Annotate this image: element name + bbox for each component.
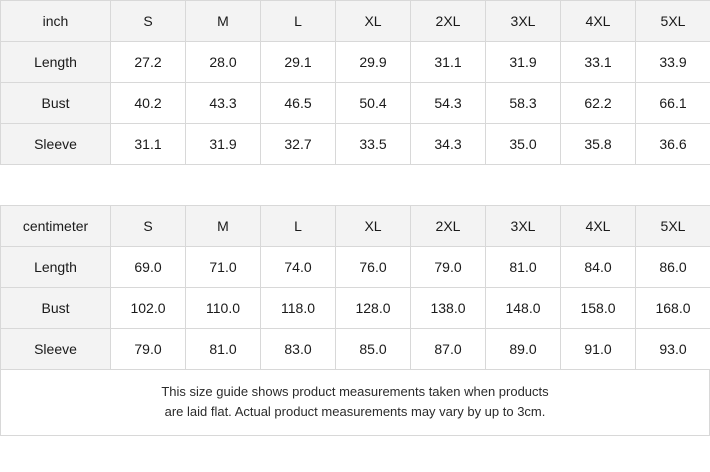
size-header-l: L bbox=[261, 206, 336, 247]
size-header-xl: XL bbox=[336, 206, 411, 247]
cell-inch-sleeve-s: 31.1 bbox=[111, 124, 186, 165]
size-header-3xl: 3XL bbox=[486, 206, 561, 247]
row-label-bust: Bust bbox=[1, 83, 111, 124]
cell-cm-sleeve-xl: 85.0 bbox=[336, 329, 411, 370]
unit-label-centimeter: centimeter bbox=[1, 206, 111, 247]
cell-cm-length-l: 74.0 bbox=[261, 247, 336, 288]
size-header-2xl: 2XL bbox=[411, 1, 486, 42]
table-row bbox=[1, 247, 710, 288]
size-header-s: S bbox=[111, 1, 186, 42]
cell-inch-bust-4xl: 62.2 bbox=[561, 83, 636, 124]
size-header-4xl: 4XL bbox=[561, 206, 636, 247]
cell-inch-length-3xl: 31.9 bbox=[486, 42, 561, 83]
cell-cm-bust-xl: 128.0 bbox=[336, 288, 411, 329]
size-guide-note bbox=[0, 370, 710, 436]
table-row bbox=[1, 83, 710, 124]
size-header-l: L bbox=[261, 1, 336, 42]
cell-cm-length-3xl: 81.0 bbox=[486, 247, 561, 288]
cell-inch-sleeve-2xl: 34.3 bbox=[411, 124, 486, 165]
cell-cm-sleeve-4xl: 91.0 bbox=[561, 329, 636, 370]
size-header-m: M bbox=[186, 206, 261, 247]
cell-inch-sleeve-m: 31.9 bbox=[186, 124, 261, 165]
cell-cm-length-s: 69.0 bbox=[111, 247, 186, 288]
cell-inch-sleeve-xl: 33.5 bbox=[336, 124, 411, 165]
cell-cm-bust-3xl: 148.0 bbox=[486, 288, 561, 329]
row-label-sleeve: Sleeve bbox=[1, 329, 111, 370]
cell-inch-length-4xl: 33.1 bbox=[561, 42, 636, 83]
cell-cm-length-2xl: 79.0 bbox=[411, 247, 486, 288]
size-header-4xl: 4XL bbox=[561, 1, 636, 42]
cell-cm-sleeve-l: 83.0 bbox=[261, 329, 336, 370]
cell-cm-sleeve-3xl: 89.0 bbox=[486, 329, 561, 370]
cell-cm-bust-2xl: 138.0 bbox=[411, 288, 486, 329]
cell-cm-sleeve-2xl: 87.0 bbox=[411, 329, 486, 370]
row-label-length: Length bbox=[1, 42, 111, 83]
cell-inch-sleeve-5xl: 36.6 bbox=[636, 124, 710, 165]
inch-size-table bbox=[0, 0, 710, 165]
cell-inch-bust-xl: 50.4 bbox=[336, 83, 411, 124]
cell-cm-bust-m: 110.0 bbox=[186, 288, 261, 329]
cell-cm-bust-4xl: 158.0 bbox=[561, 288, 636, 329]
size-header-xl: XL bbox=[336, 1, 411, 42]
cell-inch-length-xl: 29.9 bbox=[336, 42, 411, 83]
note-line-1: This size guide shows product measurements taken when products bbox=[161, 384, 549, 399]
cell-cm-bust-5xl: 168.0 bbox=[636, 288, 710, 329]
table-row bbox=[1, 42, 710, 83]
cell-inch-length-5xl: 33.9 bbox=[636, 42, 710, 83]
size-header-s: S bbox=[111, 206, 186, 247]
row-label-length: Length bbox=[1, 247, 111, 288]
size-header-m: M bbox=[186, 1, 261, 42]
cell-inch-bust-s: 40.2 bbox=[111, 83, 186, 124]
table-row bbox=[1, 288, 710, 329]
cell-inch-bust-l: 46.5 bbox=[261, 83, 336, 124]
cell-inch-length-m: 28.0 bbox=[186, 42, 261, 83]
unit-label-inch: inch bbox=[1, 1, 111, 42]
size-header-2xl: 2XL bbox=[411, 206, 486, 247]
table-header-row bbox=[1, 1, 710, 42]
cell-cm-sleeve-m: 81.0 bbox=[186, 329, 261, 370]
row-label-sleeve: Sleeve bbox=[1, 124, 111, 165]
cell-cm-sleeve-s: 79.0 bbox=[111, 329, 186, 370]
table-spacer bbox=[0, 165, 710, 205]
centimeter-size-table bbox=[0, 205, 710, 370]
cell-inch-bust-3xl: 58.3 bbox=[486, 83, 561, 124]
size-header-3xl: 3XL bbox=[486, 1, 561, 42]
table-header-row bbox=[1, 206, 710, 247]
cell-inch-length-2xl: 31.1 bbox=[411, 42, 486, 83]
cell-inch-bust-m: 43.3 bbox=[186, 83, 261, 124]
cell-inch-length-l: 29.1 bbox=[261, 42, 336, 83]
cell-inch-length-s: 27.2 bbox=[111, 42, 186, 83]
cell-inch-sleeve-3xl: 35.0 bbox=[486, 124, 561, 165]
row-label-bust: Bust bbox=[1, 288, 111, 329]
size-header-5xl: 5XL bbox=[636, 206, 710, 247]
cell-cm-length-4xl: 84.0 bbox=[561, 247, 636, 288]
table-row bbox=[1, 329, 710, 370]
cell-cm-bust-l: 118.0 bbox=[261, 288, 336, 329]
cell-cm-sleeve-5xl: 93.0 bbox=[636, 329, 710, 370]
cell-inch-sleeve-l: 32.7 bbox=[261, 124, 336, 165]
cell-cm-bust-s: 102.0 bbox=[111, 288, 186, 329]
table-row bbox=[1, 124, 710, 165]
cell-inch-bust-2xl: 54.3 bbox=[411, 83, 486, 124]
cell-cm-length-xl: 76.0 bbox=[336, 247, 411, 288]
note-line-2: are laid flat. Actual product measurements may vary by up to 3cm. bbox=[164, 403, 546, 419]
cell-cm-length-5xl: 86.0 bbox=[636, 247, 710, 288]
cell-inch-bust-5xl: 66.1 bbox=[636, 83, 710, 124]
size-header-5xl: 5XL bbox=[636, 1, 710, 42]
cell-cm-length-m: 71.0 bbox=[186, 247, 261, 288]
cell-inch-sleeve-4xl: 35.8 bbox=[561, 124, 636, 165]
